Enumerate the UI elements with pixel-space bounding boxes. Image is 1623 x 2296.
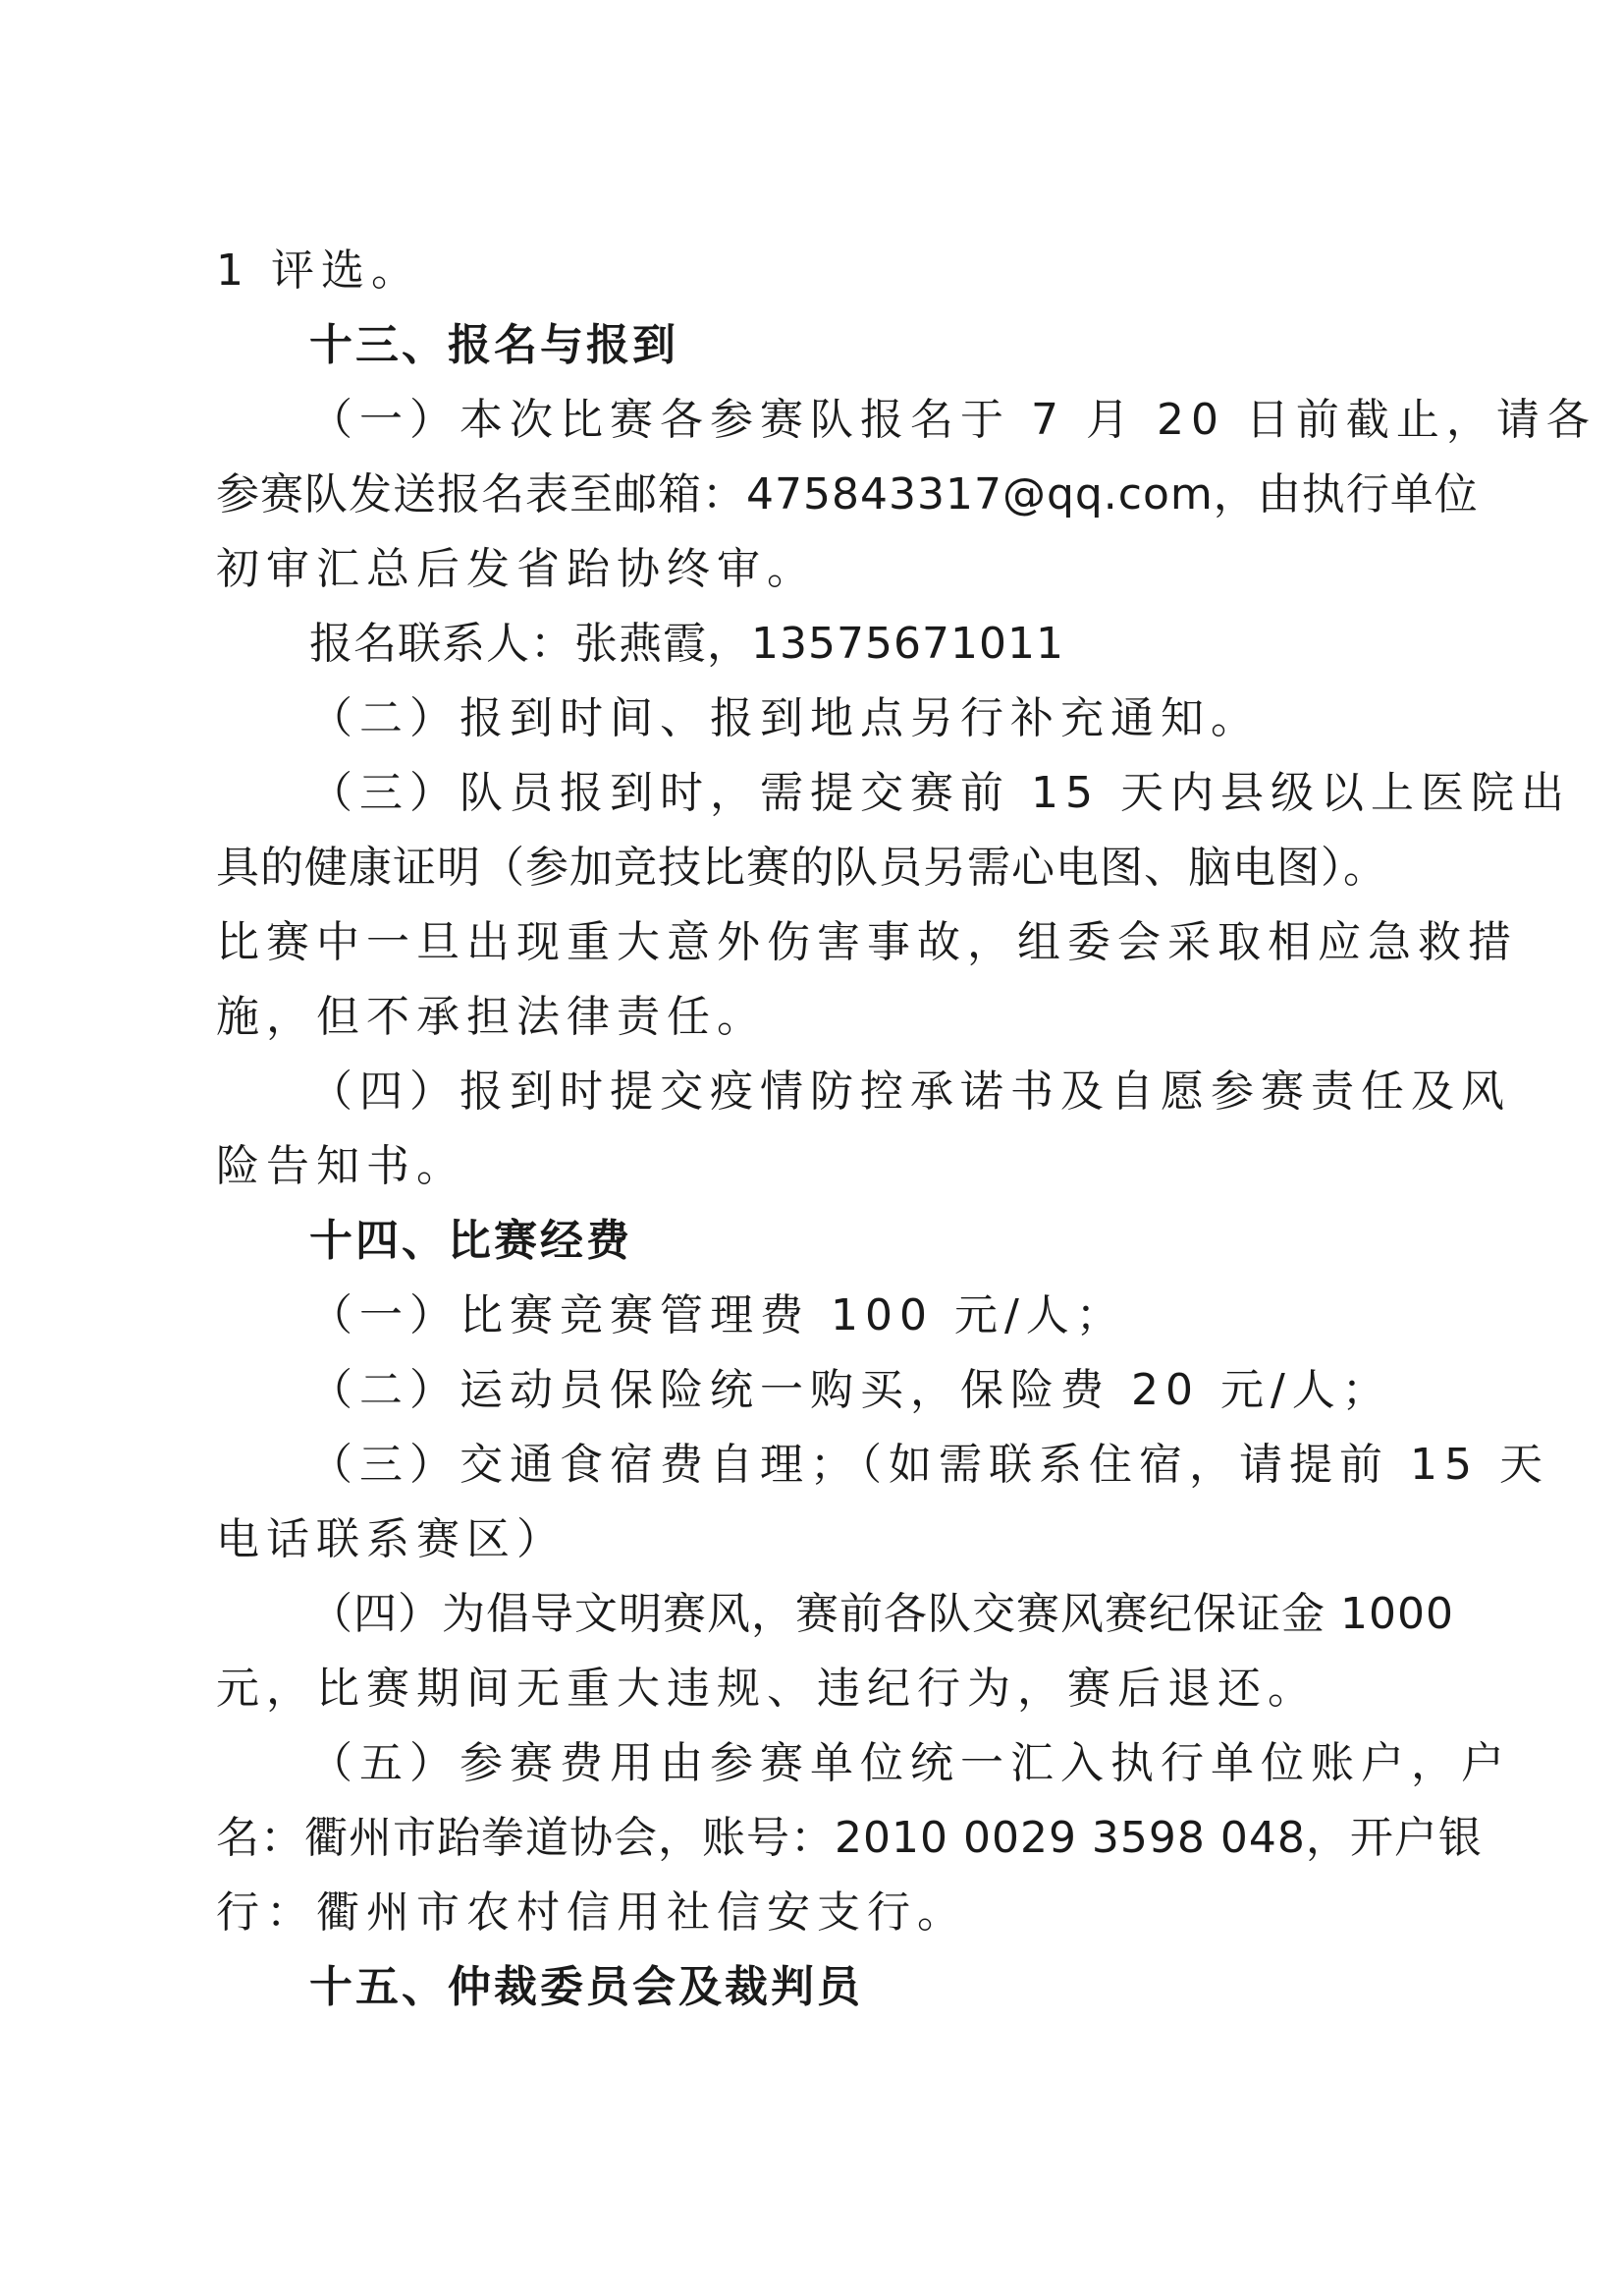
paragraph-line: 初审汇总后发省跆协终审。 xyxy=(216,544,817,594)
paragraph-line: 行：衢州市农村信用社信安支行。 xyxy=(216,1887,967,1938)
paragraph-line: （二）运动员保险统一购买，保险费 20 元/人； xyxy=(309,1365,1392,1415)
paragraph-line: （三）交通食宿费自理；（如需联系住宿，请提前 15 天 xyxy=(309,1440,1549,1490)
paragraph-line: （四）为倡导文明赛风，赛前各队交赛风赛纪保证金 1000 xyxy=(309,1589,1454,1639)
paragraph-line: （五）参赛费用由参赛单位统一汇入执行单位账户，户 xyxy=(309,1738,1511,1788)
paragraph-line: 1 评选。 xyxy=(216,246,421,296)
paragraph-line: 元，比赛期间无重大违规、违纪行为，赛后退还。 xyxy=(216,1664,1318,1714)
section-heading-15: 十五、仲裁委员会及裁判员 xyxy=(309,1962,863,2012)
section-heading-14: 十四、比赛经费 xyxy=(309,1216,632,1266)
paragraph-line: （三）队员报到时，需提交赛前 15 天内县级以上医院出 xyxy=(309,768,1571,818)
paragraph-line: 险告知书。 xyxy=(216,1141,466,1191)
paragraph-line: （二）报到时间、报到地点另行补充通知。 xyxy=(309,693,1261,743)
paragraph-line: 报名联系人：张燕霞，13575671011 xyxy=(309,619,1064,669)
section-heading-13: 十三、报名与报到 xyxy=(309,320,678,370)
paragraph-line: 电话联系赛区） xyxy=(216,1514,567,1564)
paragraph-line: （四）报到时提交疫情防控承诺书及自愿参赛责任及风 xyxy=(309,1066,1511,1117)
paragraph-line: 参赛队发送报名表至邮箱：475843317@qq.com，由执行单位 xyxy=(216,469,1479,519)
paragraph-line: 具的健康证明（参加竞技比赛的队员另需心电图、脑电图）。 xyxy=(216,843,1387,893)
paragraph-line: （一）本次比赛各参赛队报名于 7 月 20 日前截止，请各 xyxy=(309,395,1596,445)
paragraph-line: （一）比赛竞赛管理费 100 元/人； xyxy=(309,1290,1126,1340)
paragraph-line: 名：衢州市跆拳道协会，账号：2010 0029 3598 048，开户银 xyxy=(216,1813,1483,1863)
paragraph-line: 施，但不承担法律责任。 xyxy=(216,992,767,1042)
paragraph-line: 比赛中一旦出现重大意外伤害事故，组委会采取相应急救措 xyxy=(216,917,1518,967)
